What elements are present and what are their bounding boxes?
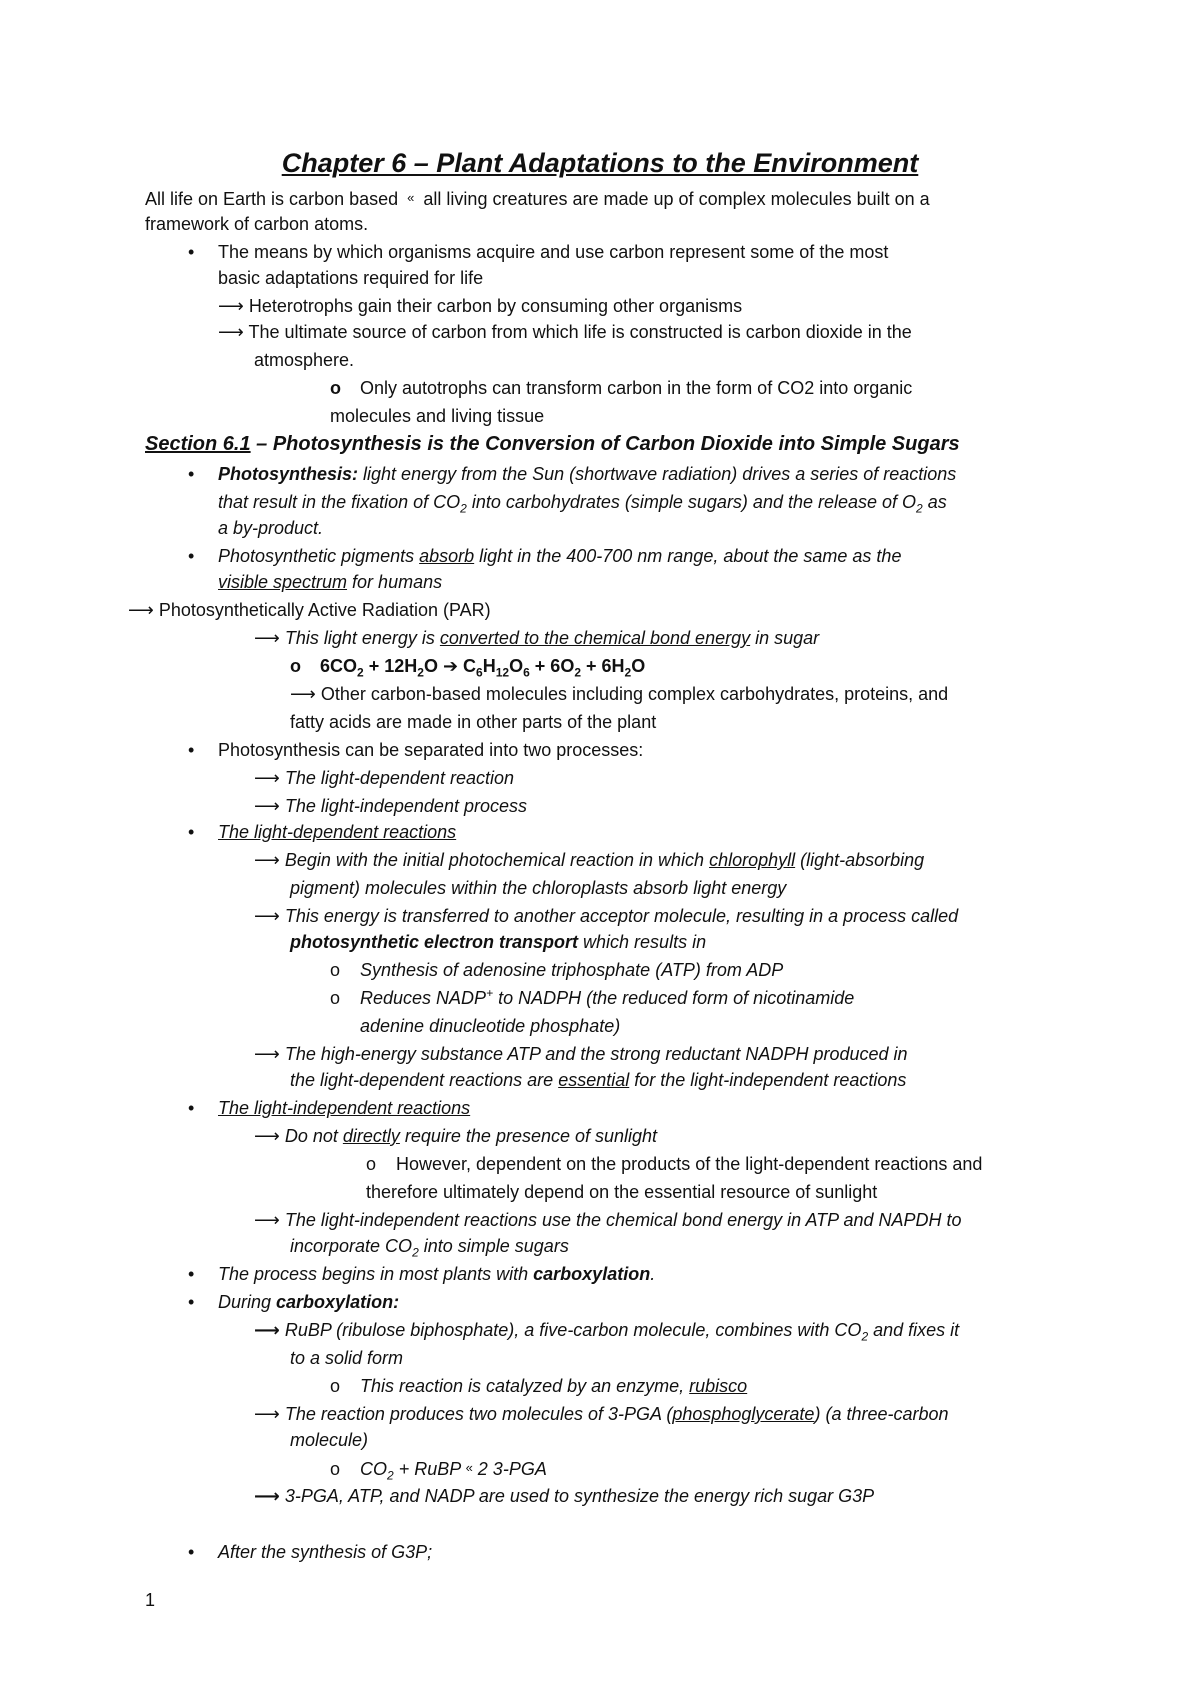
list-item: ⟶ The light-dependent reaction: [254, 768, 514, 788]
bullet-icon: •: [188, 1292, 195, 1312]
bullet-icon: •: [188, 546, 195, 566]
list-item: ⟶ Photosynthetically Active Radiation (PAR): [128, 600, 491, 620]
list-item-continuation: molecule): [290, 1430, 369, 1450]
bullet-icon: •: [188, 1264, 195, 1284]
arrow-icon: ⟶: [254, 1044, 280, 1064]
arrow-icon: ⟶: [218, 322, 244, 342]
arrow-icon: ⟶: [218, 296, 244, 316]
circle-bullet-icon: o: [330, 378, 341, 398]
list-item: • After the synthesis of G3P;: [188, 1542, 433, 1562]
list-item: ⟶ The high-energy substance ATP and the strong reductant NADPH produced in: [254, 1044, 908, 1064]
list-item: ⟶ The light-independent process: [254, 796, 527, 816]
list-item-continuation: molecules and living tissue: [330, 406, 545, 426]
bullet-icon: •: [188, 1542, 195, 1562]
circle-bullet-icon: o: [330, 960, 341, 980]
list-item: • The light-independent reactions: [188, 1098, 471, 1118]
circle-bullet-icon: o: [366, 1154, 377, 1174]
arrow-icon: ⟶: [254, 1126, 280, 1146]
list-item: o This reaction is catalyzed by an enzyme, rubisco: [330, 1376, 748, 1396]
arrow-icon: ⟶: [254, 768, 280, 788]
intro-line-2: framework of carbon atoms.: [145, 214, 369, 234]
list-item-continuation: a by-product.: [218, 518, 324, 538]
list-item: ⟶ The ultimate source of carbon from which life is constructed is carbon dioxide in the: [218, 322, 912, 342]
arrow-icon: ⟶: [254, 850, 280, 870]
list-item: • During carboxylation:: [188, 1292, 400, 1312]
arrow-icon: ⟶: [128, 600, 154, 620]
list-item-continuation: visible spectrum for humans: [218, 572, 443, 592]
list-item: ⟶ This energy is transferred to another acceptor molecule, resulting in a process called: [254, 906, 959, 926]
intro-line-1: All life on Earth is carbon based « all living creatures are made up of complex molecules built on a: [145, 189, 930, 209]
list-item: • Photosynthesis can be separated into two processes:: [188, 740, 644, 760]
page-number: 1: [145, 1590, 156, 1610]
list-item: • The means by which organisms acquire and use carbon represent some of the most: [188, 242, 889, 262]
arrow-icon: «: [407, 190, 415, 205]
arrow-icon: ⟶: [254, 1404, 280, 1424]
list-item: • Photosynthesis: light energy from the Sun (shortwave radiation) drives a series of reactions: [188, 464, 957, 484]
list-item: ⟶ This light energy is converted to the chemical bond energy in sugar: [254, 628, 820, 648]
arrow-icon: ⟶: [254, 1210, 280, 1230]
list-item-continuation: that result in the fixation of $CO_2$ into carbohydrates (simple sugars) and the release of $O_2$ as: [218, 492, 947, 516]
circle-bullet-icon: o: [290, 656, 301, 676]
list-item: ⟶ Begin with the initial photochemical reaction in which chlorophyll (light-absorbing: [254, 850, 925, 870]
list-item-continuation: photosynthetic electron transport which results in: [290, 932, 707, 952]
list-item: ⟶ The light-independent reactions use the chemical bond energy in ATP and NAPDH to: [254, 1210, 962, 1230]
list-item: ⟶ The reaction produces two molecules of 3-PGA (phosphoglycerate) (a three-carbon: [254, 1404, 949, 1424]
list-item: ⟶ Other carbon-based molecules including complex carbohydrates, proteins, and: [290, 684, 949, 704]
bullet-icon: •: [188, 740, 195, 760]
list-item: • The process begins in most plants with carboxylation.: [188, 1264, 656, 1284]
list-item-continuation: adenine dinucleotide phosphate): [360, 1016, 621, 1036]
list-item-continuation: therefore ultimately depend on the essential resource of sunlight: [366, 1182, 878, 1202]
list-item: o However, dependent on the products of the light-dependent reactions and: [366, 1154, 983, 1174]
list-item-continuation: the light-dependent reactions are essential for the light-independent reactions: [290, 1070, 907, 1090]
circle-bullet-icon: o: [330, 988, 341, 1008]
circle-bullet-icon: o: [330, 1459, 341, 1479]
section-heading: Section 6.1 – Photosynthesis is the Conversion of Carbon Dioxide into Simple Sugars: [145, 433, 960, 455]
list-item: • The light-dependent reactions: [188, 822, 457, 842]
bullet-icon: •: [188, 1098, 195, 1118]
list-item: ⟶ RuBP (ribulose biphosphate), a five-carbon molecule, combines with $CO_2$ and fixes it: [254, 1320, 960, 1344]
list-item: o Synthesis of adenosine triphosphate (ATP) from ADP: [330, 960, 784, 980]
arrow-right-icon: ➔: [442, 656, 459, 676]
bullet-icon: •: [188, 464, 195, 484]
arrow-icon: ⟶: [254, 628, 280, 648]
list-item-continuation: incorporate $CO_2$ into simple sugars: [290, 1236, 569, 1260]
bullet-icon: •: [188, 242, 195, 262]
circle-bullet-icon: o: [330, 1376, 341, 1396]
arrow-icon: «: [465, 1460, 473, 1475]
list-item: ⟶ 3-PGA, ATP, and NADP are used to synthesize the energy rich sugar G3P: [254, 1486, 875, 1506]
arrow-icon: ⟶: [254, 796, 280, 816]
photosynthesis-equation: o $6CO_2 + 12H_2O$ ➔ $C_6H_{12}O_6 + 6O_2 + 6H_2O$: [290, 656, 646, 680]
list-item-continuation: basic adaptations required for life: [218, 268, 484, 288]
list-item: ⟶ Heterotrophs gain their carbon by consuming other organisms: [218, 296, 743, 316]
list-item-continuation: to a solid form: [290, 1348, 404, 1368]
arrow-icon: ⟶: [254, 906, 280, 926]
list-item-continuation: pigment) molecules within the chloroplasts absorb light energy: [290, 878, 787, 898]
bullet-icon: •: [188, 822, 195, 842]
page-title: Chapter 6 – Plant Adaptations to the Environment: [281, 148, 919, 178]
list-item: o Reduces NADP+ to NADPH (the reduced form of nicotinamide: [330, 986, 855, 1008]
list-item: o $CO_2$ + RuBP « 2 3-PGA: [330, 1459, 547, 1483]
list-item: ⟶ Do not directly require the presence of sunlight: [254, 1126, 658, 1146]
arrow-icon: ⟶: [254, 1320, 280, 1340]
list-item: • Photosynthetic pigments absorb light in the 400-700 nm range, about the same as the: [188, 546, 902, 566]
arrow-icon: ⟶: [254, 1486, 280, 1506]
list-item-continuation: fatty acids are made in other parts of the plant: [290, 712, 657, 732]
arrow-icon: ⟶: [290, 684, 316, 704]
list-item: o Only autotrophs can transform carbon in the form of CO2 into organic: [330, 378, 913, 398]
list-item-continuation: atmosphere.: [254, 350, 355, 370]
